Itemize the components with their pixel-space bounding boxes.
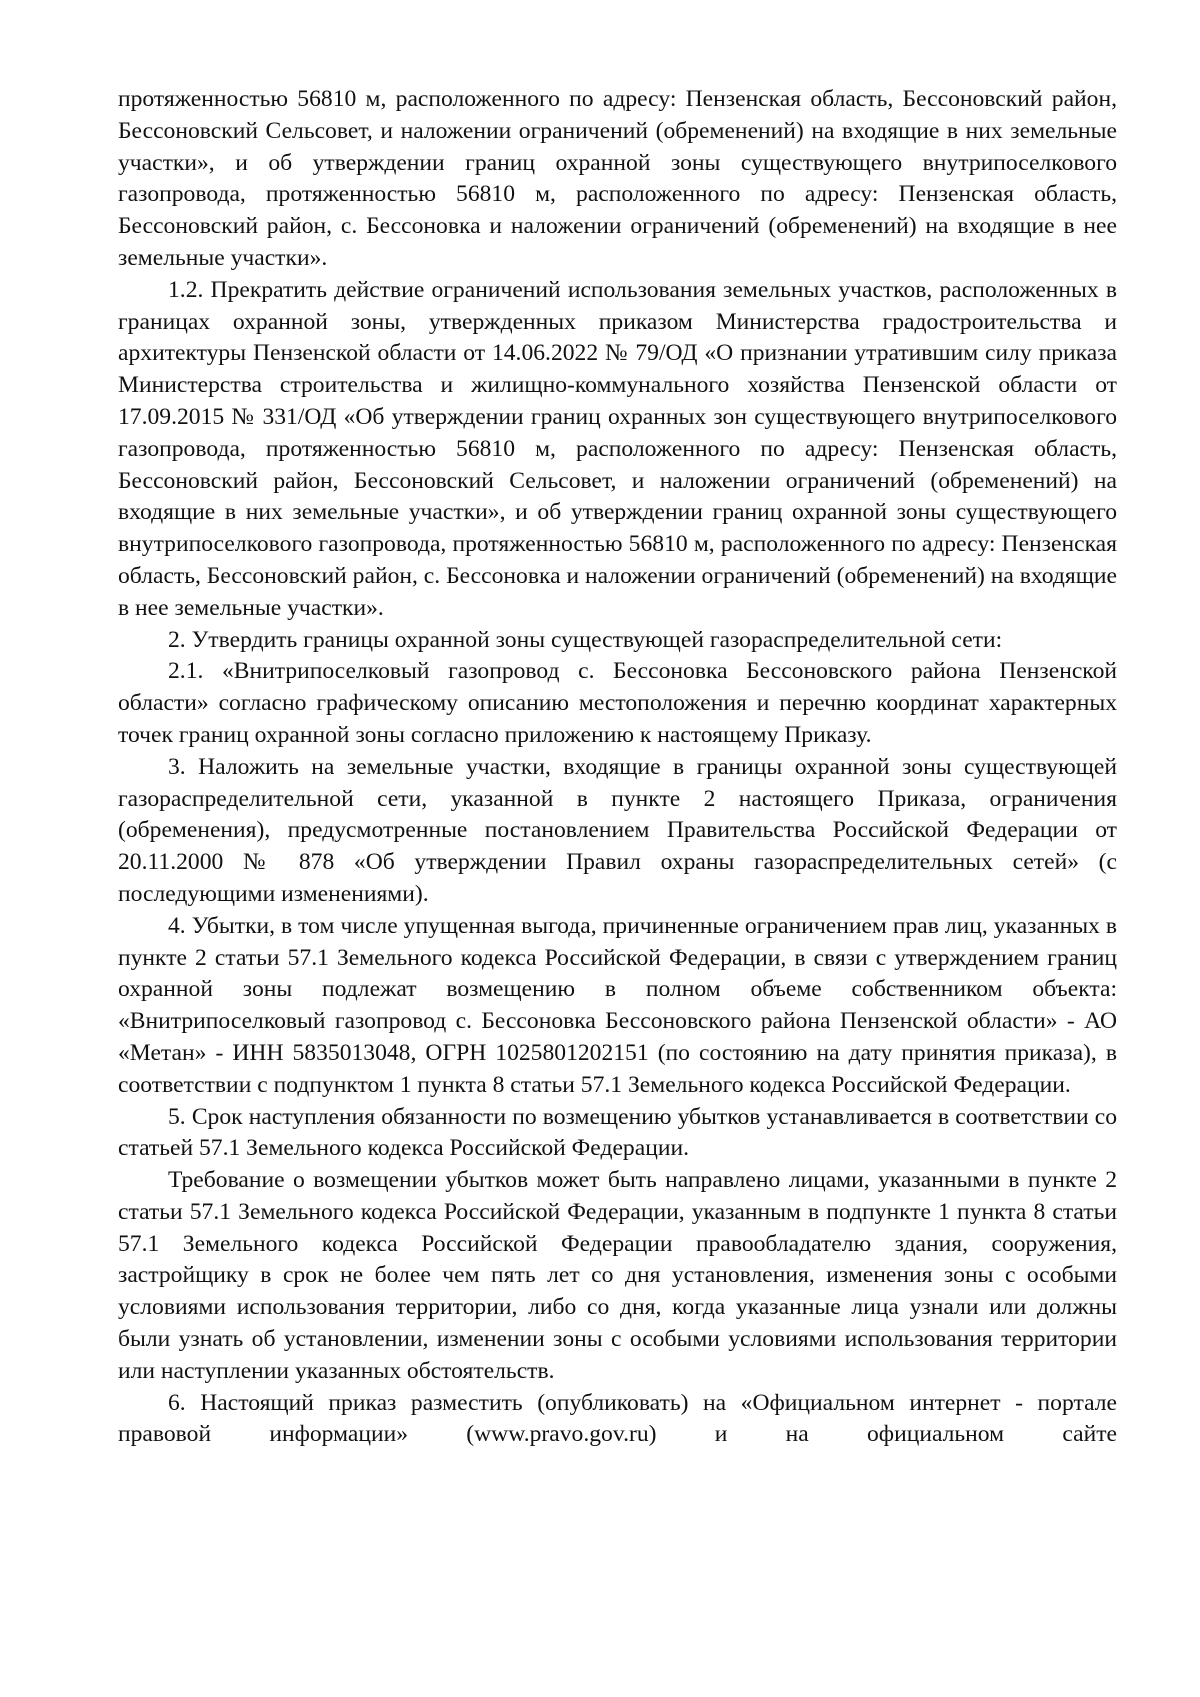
paragraph-2-1: 2.1. «Внитрипоселковый газопровод с. Бессоновка Бессоновского района Пензенской области» согласно графическому описанию местоположения и перечню координат характерных точек границ охранной зоны согласно приложению к настоящему Приказу. [118,658,1117,748]
paragraph-5-claim: Требование о возмещении убытков может быть направлено лицами, указанными в пункте 2 статьи 57.1 Земельного кодекса Российской Федерации, указанным в подпункте 1 пункта 8 статьи 57.1 Земельного кодекса Российской Федерации правообладателю здания, сооружения, застройщику в срок не более чем пять лет со дня установления, изменения зоны с особыми условиями использования территории, либо со дня, когда указанные лица узнали или должны были узнать об установлении, изменении зоны с особыми условиями использования территории или наступлении указанных обстоятельств. [118,1167,1117,1384]
paragraph-1-2: 1.2. Прекратить действие ограничений использования земельных участков, расположенных в границах охранной зоны, утвержденных приказом Министерства градостроительства и архитектуры Пензенской области от 14.06.2022 № 79/ОД «О признании утратившим силу приказа Министерства строительства и жилищно-коммунального хозяйства Пензенской области от 17.09.2015 № 331/ОД «Об утверждении границ охранных зон существующего внутрипоселкового газопровода, протяженностью 56810 м, расположенного по адресу: Пензенская область, Бессоновский район, Бессоновский Сельсовет, и наложении ограничений (обременений) на входящие в них земельные участки», и об утверждении границ охранной зоны существующего внутрипоселкового газопровода, протяженностью 56810 м, расположенного по адресу: Пензенская область, Бессоновский район, с. Бессоновка и наложении ограничений (обременений) на входящие в нее земельные участки». [118,276,1117,621]
paragraph-6: 6. Настоящий приказ разместить (опубликовать) на «Официальном интернет - портале правовой информации» (www.pravo.gov.ru) и на официальном сайте [118,1389,1117,1448]
paragraph-3: 3. Наложить на земельные участки, входящие в границы охранной зоны существующей газораспределительной сети, указанной в пункте 2 настоящего Приказа, ограничения (обременения), предусмотренные постановлением Правительства Российской Федерации от 20.11.2000 № 878 «Об утверждении Правил охраны газораспределительных сетей» (с последующими изменениями). [118,753,1117,907]
paragraph-5: 5. Срок наступления обязанности по возмещению убытков устанавливается в соответствии со статьей 57.1 Земельного кодекса Российской Федерации. [118,1103,1117,1162]
paragraph-4: 4. Убытки, в том числе упущенная выгода, причиненные ограничением прав лиц, указанных в пункте 2 статьи 57.1 Земельного кодекса Российской Федерации, в связи с утверждением границ охранной зоны подлежат возмещению в полном объеме собственником объекта: «Внитрипоселковый газопровод с. Бессоновка Бессоновского района Пензенской области» - АО «Метан» - ИНН 5835013048, ОГРН 1025801202151 (по состоянию на дату принятия приказа), в соответствии с подпунктом 1 пункта 8 статьи 57.1 Земельного кодекса Российской Федерации. [118,912,1117,1098]
paragraph-2: 2. Утвердить границы охранной зоны существующей газораспределительной сети: [168,626,1003,653]
paragraph-continuation: протяженностью 56810 м, расположенного по адресу: Пензенская область, Бессоновский район, Бессоновский Сельсовет, и наложении ограничений (обременений) на входящие в них земельные участки», и об утверждении границ охранной зоны существующего внутрипоселкового газопровода, протяженностью 56810 м, расположенного по адресу: Пензенская область, Бессоновский район, с. Бессоновка и наложении ограничений (обременений) на входящие в нее земельные участки». [118,86,1117,271]
